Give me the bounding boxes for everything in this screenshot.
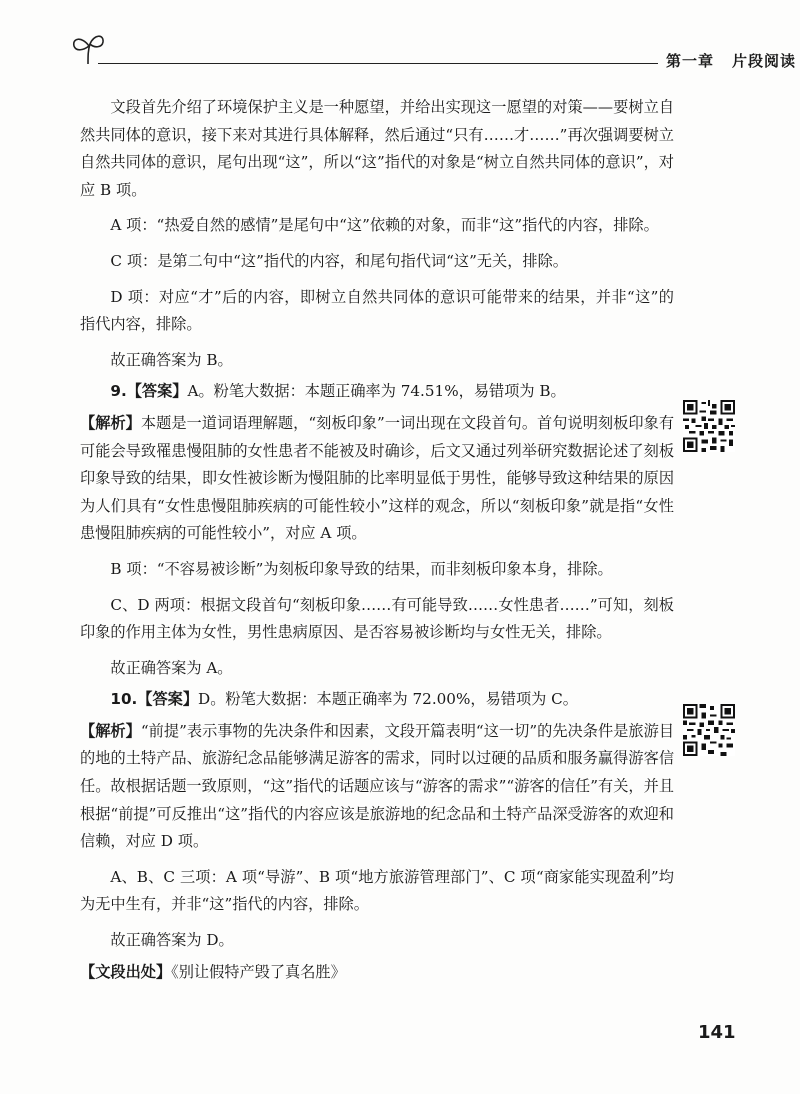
chapter-label: 第一章 bbox=[666, 52, 715, 70]
paragraph: 故正确答案为 D。 bbox=[110, 931, 234, 950]
running-title bbox=[666, 50, 796, 76]
analysis-text: “前提”表示事物的先决条件和因素，文段开篇表明“这一切”的先决条件是旅游目的地的土特产品、旅游纪念品能够满足游客的需求，同时以过硬的品质和服务赢得游客信任。故根据话题一致原则，“这”指代的话题应该与“游客的需求”“游客的信任”有关，并且根据“前提”可反推出“这”指代的内容应该是旅游地的纪念品和土特产品深受游客的欢迎和信赖，对应 D 项。 bbox=[80, 721, 675, 851]
question-10-analysis bbox=[80, 718, 674, 856]
paragraph: B 项：“不容易被诊断”为刻板印象导致的结果，而非刻板印象本身，排除。 bbox=[110, 559, 613, 578]
section-label: 片段阅读 bbox=[732, 52, 797, 70]
qr-code-icon[interactable] bbox=[683, 400, 735, 452]
analysis-text: 本题是一道词语理解题，“刻板印象”一词出现在文段首句。首句说明刻板印象有可能会导致罹患慢阻肺的女性患者不能被及时确诊，后文又通过列举研究数据论述了刻板印象导致的结果，即女性被诊断为慢阻肺的比率明显低于男性，能够导致这种结果的原因为人们具有“女性患慢阻肺疾病的可能性较小”这样的观念，所以“刻板印象”就是指“女性患慢阻肺疾病的可能性较小”，对应 A 项。 bbox=[80, 413, 675, 543]
sprout-icon bbox=[68, 30, 108, 66]
analysis-tag: 【解析】 bbox=[80, 721, 141, 740]
paragraph: 故正确答案为 B。 bbox=[110, 350, 233, 369]
question-number: 10. bbox=[110, 690, 138, 709]
question-10-answer bbox=[80, 686, 674, 714]
source-line bbox=[80, 959, 674, 987]
question-9-analysis bbox=[80, 410, 674, 548]
paragraph: A 项：“热爱自然的感情”是尾句中“这”依赖的对象，而非“这”指代的内容，排除。 bbox=[110, 216, 659, 235]
main-text bbox=[80, 94, 674, 994]
paragraph: C、D 两项：根据文段首句“刻板印象……有可能导致……女性患者……”可知，刻板印象的作用主体为女性，男性患病原因、是否容易被诊断均与女性无关，排除。 bbox=[80, 595, 674, 642]
source-text: 《别让假特产毁了真名胜》 bbox=[171, 962, 346, 981]
answer-text: A。粉笔大数据：本题正确率为 74.51%，易错项为 B。 bbox=[187, 382, 566, 401]
paragraph: C 项：是第二句中“这”指代的内容，和尾句指代词“这”无关，排除。 bbox=[110, 251, 568, 270]
page-number: 141 bbox=[698, 1022, 736, 1043]
qr-code-icon[interactable] bbox=[683, 704, 735, 756]
answer-tag: 【答案】 bbox=[126, 382, 188, 401]
paragraph: 故正确答案为 A。 bbox=[110, 658, 233, 677]
analysis-tag: 【解析】 bbox=[80, 413, 141, 432]
header-rule-left bbox=[98, 63, 658, 64]
paragraph: A、B、C 三项：A 项“导游”、B 项“地方旅游管理部门”、C 项“商家能实现盈利”均为无中生有，并非“这”指代的内容，排除。 bbox=[80, 867, 674, 914]
answer-text: D。粉笔大数据：本题正确率为 72.00%，易错项为 C。 bbox=[198, 690, 578, 709]
source-tag: 【文段出处】 bbox=[80, 962, 172, 981]
question-number: 9. bbox=[110, 382, 127, 401]
paragraph: 文段首先介绍了环境保护主义是一种愿望，并给出实现这一愿望的对策——要树立自然共同体的意识，接下来对其进行具体解释，然后通过“只有……才……”再次强调要树立自然共同体的意识，尾句出现“这”，所以“这”指代的对象是“树立自然共同体的意识”，对应 B 项。 bbox=[80, 98, 674, 199]
question-9-answer bbox=[80, 378, 674, 406]
answer-tag: 【答案】 bbox=[137, 690, 199, 709]
page-header bbox=[68, 30, 797, 70]
paragraph: D 项：对应“才”后的内容，即树立自然共同体的意识可能带来的结果，并非“这”的指代内容，排除。 bbox=[80, 287, 674, 334]
